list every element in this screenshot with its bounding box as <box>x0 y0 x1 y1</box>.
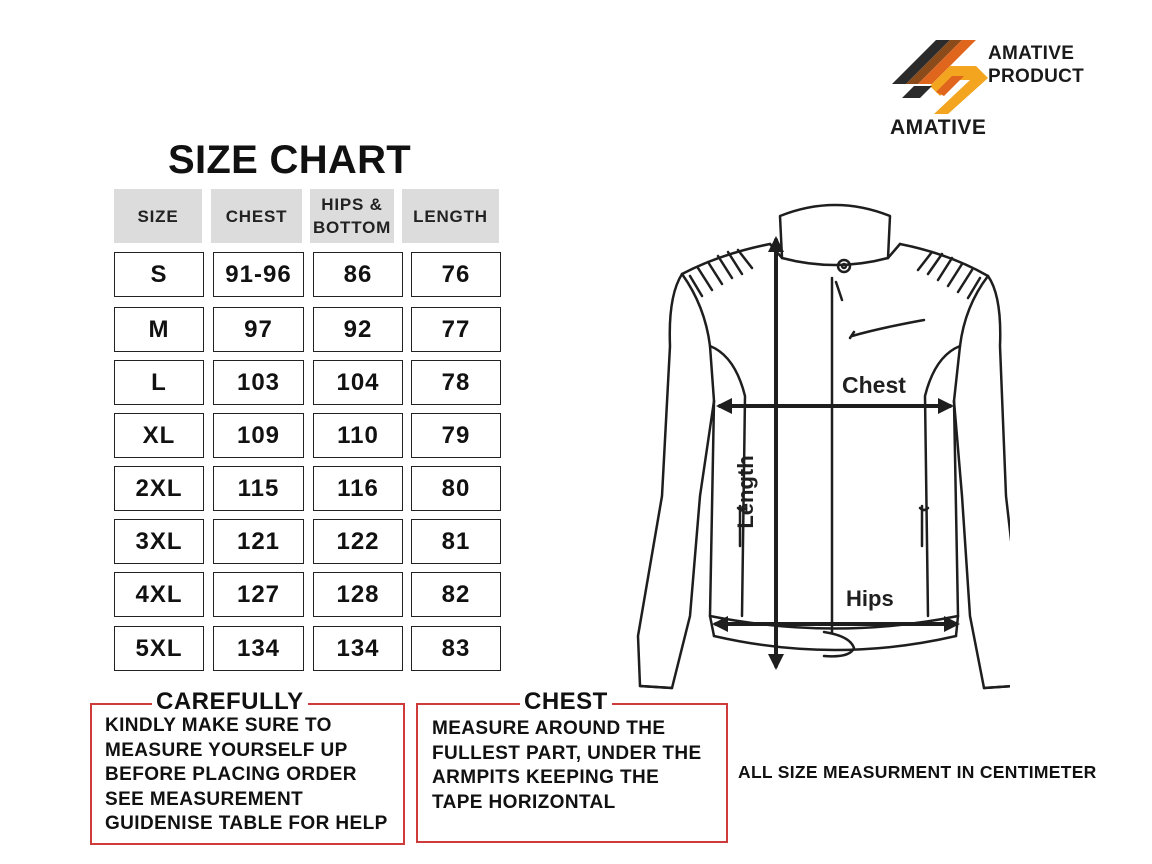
chest-cell: 97 <box>213 307 304 352</box>
table-row <box>114 252 504 297</box>
size-cell: 3XL <box>114 519 204 564</box>
chest-cell: 91-96 <box>213 252 304 297</box>
page-title: SIZE CHART <box>168 138 411 182</box>
length-cell: 79 <box>411 413 501 458</box>
size-cell: 2XL <box>114 466 204 511</box>
note-heading: CHEST <box>520 689 612 715</box>
header-chest: CHEST <box>211 189 302 243</box>
size-cell: M <box>114 307 204 352</box>
note-line: TAPE HORIZONTAL <box>432 791 616 813</box>
chest-cell: 134 <box>213 626 304 671</box>
units-note: ALL SIZE MEASURMENT IN CENTIMETER <box>738 762 1097 782</box>
chest-cell: 121 <box>213 519 304 564</box>
note-line: MEASURE AROUND THE <box>432 718 666 739</box>
length-cell: 83 <box>411 626 501 671</box>
length-cell: 78 <box>411 360 501 405</box>
chest-cell: 115 <box>213 466 304 511</box>
note-line: ARMPITS KEEPING THE <box>432 767 660 788</box>
note-line: FULLEST PART, UNDER THE <box>432 742 702 764</box>
chest-cell: 109 <box>213 413 304 458</box>
table-row <box>114 519 504 564</box>
jacket-measurement-diagram <box>610 196 1010 716</box>
note-line: MEASURE YOURSELF UP <box>105 739 348 761</box>
length-cell: 76 <box>411 252 501 297</box>
chest-cell: 127 <box>213 572 304 617</box>
header-size: SIZE <box>114 189 202 243</box>
size-cell: L <box>114 360 204 405</box>
table-row <box>114 466 504 511</box>
note-line: KINDLY MAKE SURE TO <box>105 715 332 736</box>
hips-cell: 104 <box>313 360 403 405</box>
hips-cell: 134 <box>313 626 403 671</box>
hips-cell: 92 <box>313 307 403 352</box>
logo-brand-name: AMATIVE <box>890 116 987 139</box>
note-line: GUIDENISE TABLE FOR HELP <box>105 813 388 834</box>
size-cell: 4XL <box>114 572 204 617</box>
logo-title-line: PRODUCT <box>988 66 1085 87</box>
length-cell: 80 <box>411 466 501 511</box>
jacket-illustration <box>610 196 1010 716</box>
header-length: LENGTH <box>402 189 499 243</box>
table-row <box>114 307 504 352</box>
length-measure-label: Length <box>733 455 758 529</box>
size-cell: 5XL <box>114 626 204 671</box>
table-row <box>114 413 504 458</box>
note-line: SEE MEASUREMENT <box>105 788 304 810</box>
table-row <box>114 626 504 671</box>
chest-cell: 103 <box>213 360 304 405</box>
brand-logo <box>888 34 1118 144</box>
length-cell: 81 <box>411 519 501 564</box>
table-row <box>114 572 504 617</box>
hips-cell: 116 <box>313 466 403 511</box>
note-heading: CAREFULLY <box>152 689 308 715</box>
length-cell: 77 <box>411 307 501 352</box>
size-table <box>114 189 504 675</box>
hips-cell: 128 <box>313 572 403 617</box>
header-hips-bottom: HIPS & BOTTOM <box>310 189 394 243</box>
hips-cell: 122 <box>313 519 403 564</box>
note-body <box>105 714 388 837</box>
size-cell: S <box>114 252 204 297</box>
hips-cell: 110 <box>313 413 403 458</box>
table-row <box>114 360 504 405</box>
size-cell: XL <box>114 413 204 458</box>
length-cell: 82 <box>411 572 501 617</box>
chest-note <box>416 688 728 843</box>
hips-measure-label: Hips <box>846 586 894 611</box>
carefully-note <box>90 688 405 845</box>
note-line: BEFORE PLACING ORDER <box>105 764 357 785</box>
hips-cell: 86 <box>313 252 403 297</box>
logo-product-title <box>988 42 1084 88</box>
note-body <box>432 717 702 815</box>
logo-title-line: AMATIVE <box>988 43 1075 64</box>
chest-measure-label: Chest <box>842 372 906 398</box>
amative-logo-icon <box>892 36 988 116</box>
